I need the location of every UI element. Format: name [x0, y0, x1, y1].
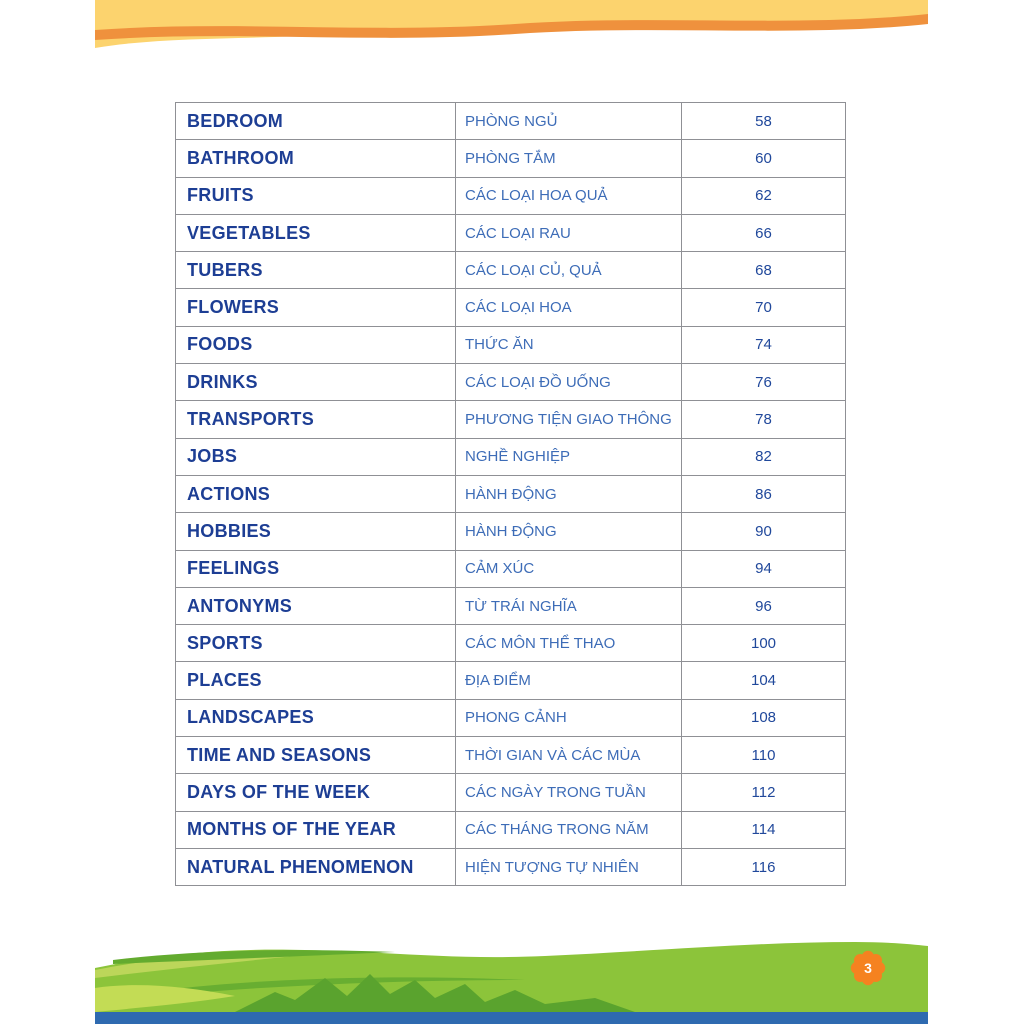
topic-vietnamese: CÁC LOẠI ĐỒ UỐNG	[456, 364, 682, 401]
topic-vietnamese: CÁC LOẠI CỦ, QUẢ	[456, 252, 682, 289]
topic-vietnamese: PHÒNG TẮM	[456, 140, 682, 177]
topic-page-number: 100	[682, 625, 846, 662]
toc-row	[176, 699, 846, 736]
toc-row	[176, 252, 846, 289]
topic-vietnamese: PHÒNG NGỦ	[456, 103, 682, 140]
topic-vietnamese: HÀNH ĐỘNG	[456, 513, 682, 550]
topic-english: SPORTS	[176, 625, 456, 662]
topic-page-number: 78	[682, 401, 846, 438]
toc-row	[176, 140, 846, 177]
topic-english: FRUITS	[176, 177, 456, 214]
topic-page-number: 110	[682, 737, 846, 774]
topic-vietnamese: CÁC MÔN THỂ THAO	[456, 625, 682, 662]
topic-english: DAYS OF THE WEEK	[176, 774, 456, 811]
topic-page-number: 66	[682, 214, 846, 251]
topic-vietnamese: PHƯƠNG TIỆN GIAO THÔNG	[456, 401, 682, 438]
footer-blue-strip	[95, 1010, 928, 1024]
topic-english: DRINKS	[176, 364, 456, 401]
topic-vietnamese: CÁC LOẠI HOA QUẢ	[456, 177, 682, 214]
topic-english: TUBERS	[176, 252, 456, 289]
toc-row	[176, 774, 846, 811]
toc-row	[176, 475, 846, 512]
topic-page-number: 68	[682, 252, 846, 289]
topic-page-number: 70	[682, 289, 846, 326]
top-decoration	[95, 0, 928, 58]
topic-page-number: 104	[682, 662, 846, 699]
topic-page-number: 116	[682, 848, 846, 885]
topic-vietnamese: PHONG CẢNH	[456, 699, 682, 736]
topic-page-number: 82	[682, 438, 846, 475]
topic-english: MONTHS OF THE YEAR	[176, 811, 456, 848]
table-of-contents	[175, 102, 846, 886]
toc-row	[176, 326, 846, 363]
toc-row	[176, 364, 846, 401]
topic-english: TRANSPORTS	[176, 401, 456, 438]
topic-english: TIME AND SEASONS	[176, 737, 456, 774]
toc-row	[176, 103, 846, 140]
toc-row	[176, 848, 846, 885]
topic-page-number: 58	[682, 103, 846, 140]
toc-row	[176, 214, 846, 251]
toc-row	[176, 811, 846, 848]
topic-page-number: 96	[682, 587, 846, 624]
toc-row	[176, 177, 846, 214]
toc-row	[176, 438, 846, 475]
topic-english: FLOWERS	[176, 289, 456, 326]
topic-english: FOODS	[176, 326, 456, 363]
topic-vietnamese: NGHỀ NGHIỆP	[456, 438, 682, 475]
topic-page-number: 86	[682, 475, 846, 512]
topic-vietnamese: HÀNH ĐỘNG	[456, 475, 682, 512]
toc-row	[176, 513, 846, 550]
topic-page-number: 108	[682, 699, 846, 736]
topic-vietnamese: THỨC ĂN	[456, 326, 682, 363]
topic-vietnamese: CÁC NGÀY TRONG TUẦN	[456, 774, 682, 811]
topic-page-number: 114	[682, 811, 846, 848]
topic-english: ACTIONS	[176, 475, 456, 512]
toc-row	[176, 401, 846, 438]
topic-english: HOBBIES	[176, 513, 456, 550]
topic-vietnamese: ĐỊA ĐIỂM	[456, 662, 682, 699]
topic-vietnamese: CÁC LOẠI RAU	[456, 214, 682, 251]
topic-english: PLACES	[176, 662, 456, 699]
topic-english: NATURAL PHENOMENON	[176, 848, 456, 885]
topic-vietnamese: TỪ TRÁI NGHĨA	[456, 587, 682, 624]
topic-page-number: 90	[682, 513, 846, 550]
topic-english: VEGETABLES	[176, 214, 456, 251]
topic-page-number: 62	[682, 177, 846, 214]
toc-row	[176, 587, 846, 624]
page-number-badge	[850, 950, 886, 986]
bottom-decoration	[95, 934, 928, 1024]
topic-vietnamese: THỜI GIAN VÀ CÁC MÙA	[456, 737, 682, 774]
topic-vietnamese: HIỆN TƯỢNG TỰ NHIÊN	[456, 848, 682, 885]
topic-english: BATHROOM	[176, 140, 456, 177]
toc-row	[176, 550, 846, 587]
topic-english: ANTONYMS	[176, 587, 456, 624]
topic-page-number: 76	[682, 364, 846, 401]
toc-row	[176, 662, 846, 699]
topic-vietnamese: CÁC LOẠI HOA	[456, 289, 682, 326]
topic-page-number: 112	[682, 774, 846, 811]
topic-english: JOBS	[176, 438, 456, 475]
topic-english: BEDROOM	[176, 103, 456, 140]
topic-vietnamese: CẢM XÚC	[456, 550, 682, 587]
topic-page-number: 74	[682, 326, 846, 363]
topic-vietnamese: CÁC THÁNG TRONG NĂM	[456, 811, 682, 848]
toc-body	[176, 103, 846, 886]
toc-row	[176, 625, 846, 662]
toc-row	[176, 289, 846, 326]
toc-row	[176, 737, 846, 774]
topic-english: LANDSCAPES	[176, 699, 456, 736]
topic-page-number: 94	[682, 550, 846, 587]
page-number: 3	[864, 960, 872, 976]
topic-english: FEELINGS	[176, 550, 456, 587]
topic-page-number: 60	[682, 140, 846, 177]
